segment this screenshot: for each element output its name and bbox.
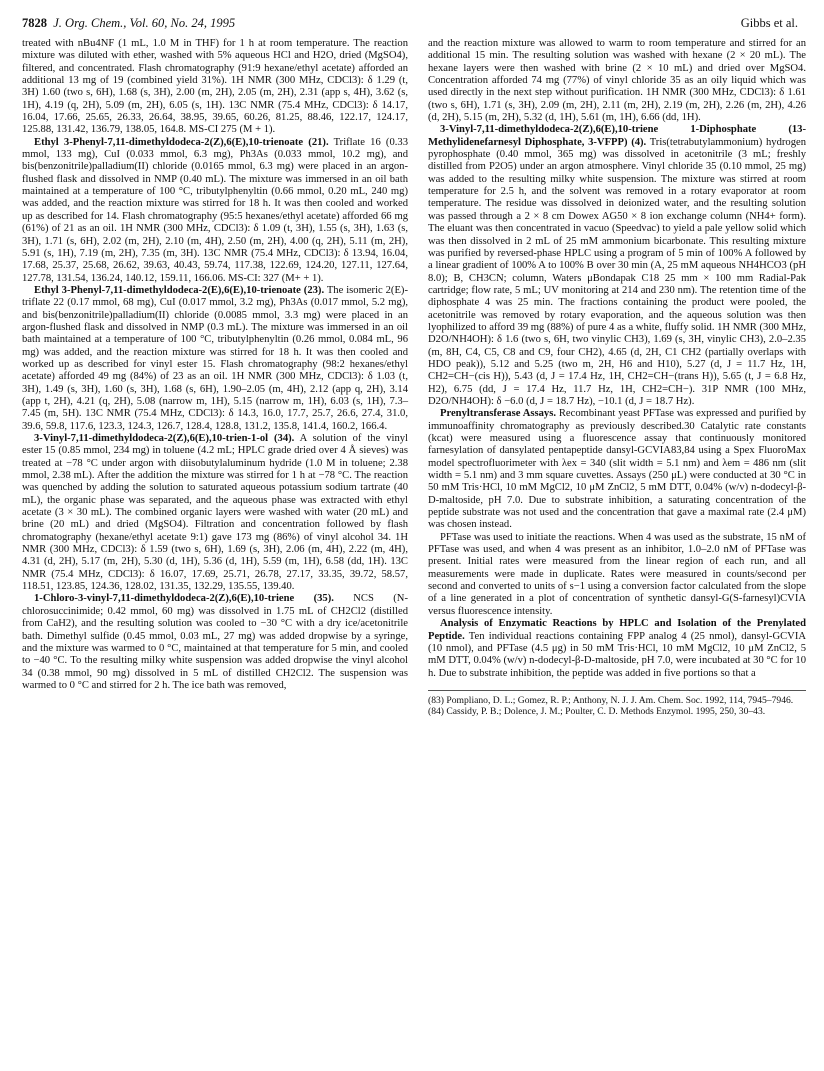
paragraph-heading: 3-Vinyl-7,11-dimethyldodeca-2(Z),6(E),10-trien-1-ol (34). xyxy=(34,433,295,444)
left-column xyxy=(22,38,408,692)
paragraph-heading: Ethyl 3-Phenyl-7,11-dimethyldodeca-2(Z),6(E),10-trienoate (21). xyxy=(34,136,329,148)
page-header xyxy=(22,16,798,36)
paragraph: Ethyl 3-Phenyl-7,11-dimethyldodeca-2(Z),6(E),10-trienoate (21). Triflate 16 (0.33 mmol, 133 mg), CuI (0.033 mmol, 6.3 mg), Ph3As (0.033 mmol, 10.2 mg), and bis(benzonitrile)palladium(II) chloride (0.0165 mmol, 6.3 mg) were placed in an argon-flushed flask and dissolved in NMP (0.40 mL). The mixture was immersed in an oil bath maintained at a temperature of 100 °C, tributylphenyltin (0.66 mmol, 0.20 mL, 240 mg) was added, and the reaction mixture was stirred for 18 h. It was then cooled and worked up as described for 14. Flash chromatography (95:5 hexanes/ethyl acetate) afforded 66 mg (61%) of 21 as an oil. 1H NMR (300 MHz, CDCl3): δ 1.09 (t, 3H), 1.55 (s, 3H), 1.63 (s, 3H), 1.71 (s, 6H), 2.02 (m, 2H), 2.10 (m, 4H), 2.50 (m, 2H), 4.00 (q, 2H), 5.11 (m, 2H), 5.91 (s, 1H), 7.19 (m, 2H), 7.35 (m, 3H). 13C NMR (75.4 MHz, CDCl3): δ 13.94, 16.04, 17.68, 25.37, 25.68, 26.62, 39.63, 40.43, 59.74, 117.38, 122.69, 124.20, 127.11, 127.64, 127.78, 131.54, 136.24, 140.12, 159.11, 166.06. MS-CI: 327 (M+ + 1). xyxy=(22,136,408,284)
running-head xyxy=(22,16,235,31)
footnote: (83) Pompliano, D. L.; Gomez, R. P.; Anthony, N. J. J. Am. Chem. Soc. 1992, 114, 7945–7946. xyxy=(428,694,794,706)
paragraph: 3-Vinyl-7,11-dimethyldodeca-2(Z),6(E),10-triene 1-Diphosphate (13-Methylidenefarnesyl Diphosphate, 3-VFPP) (4). Tris(tetrabutylammonium) hydrogen pyrophosphate (0.40 mmol, 365 mg) was dissolved in acetonitrile (3 mL; freshly distilled from P2O5) under an argon atmosphere. Vinyl chloride 35 (0.10 mmol, 25 mg) was added to the resulting milky white suspension. The mixture was stirred at room temperature for 2.5 h, and the solvent was removed in a rotary evaporator at room temperature. The residue was dissolved in deionized water, and the resulting solution was passed through a 2 × 8 cm Dowex AG50 × 8 ion exchange column (NH4+ form). The eluant was then concentrated in vacuo (Speedvac) to yield a pale yellow solid which was then dissolved in 2 mL of 25 mM ammonium bicarbonate. This resulting mixture was purified by reversed-phase HPLC using a program of 5 min of 100% A followed by a linear gradient of 100% A to 100% B over 30 min (A, 25 mM aqueous NH4HCO3 (pH 8.0); B, CH3CN; column, Waters μBondapak C18 25 mm × 100 mm Radial-Pak cartridge; flow rate, 5 mL; UV monitoring at 214 and 230 nm). The retention time of the diphosphate 4 was 25 min. The fractions containing the product were pooled, the acetonitrile was removed by rotary evaporation, and the aqueous solution was then lyophilized to afford 39 mg (88%) of pure 4 as a white, fluffy solid. 1H NMR (300 MHz, D2O/NH4OH): δ 1.6 (two s, 6H, two vinylic CH3), 1.69 (s, 3H, vinylic CH3), 2.0–2.35 (m, 8H, C4, C5, C8 and C9, four CH2), 4.65 (d, 2H, C1 CH2 (partially overlaps with HDO peak)), 5.12 and 5.25 (two m, 2H, H6 and H10), 5.27 (d, J = 11.7 Hz, 1H, CH2=CH−(cis H)), 5.43 (d, J = 17.4 Hz, 1H, CH2=CH−(trans H)), 5.65 (t, J = 6.8 Hz, H2), 6.75 (dd, J = 17.4 Hz, 11.7 Hz, 1H, CH2=CH−). 31P NMR (100 MHz, D2O/NH4OH): δ −6.0 (d, J = 18.7 Hz), −10.1 (d, J = 18.7 Hz). xyxy=(428,124,807,407)
paragraph: 1-Chloro-3-vinyl-7,11-dimethyldodeca-2(Z),6(E),10-triene (35). NCS (N-chlorosuccinimide; 0.42 mmol, 60 mg) was dissolved in 1.75 mL of CH2Cl2 (distilled from CaH2), and the resulting solution was cooled to −30 °C with a dry ice/acetonitrile bath. Dimethyl sulfide (0.45 mmol, 0.03 mL, 27 mg) was added dropwise by a syringe, and the mixture was warmed to 0 °C, maintained at that temperature for 5 min, and cooled to −40 °C. To the resulting milky white suspension was added dropwise the vinyl alcohol 34 (0.38 mmol, 90 mg) dissolved in 5 mL of distilled CH2Cl2. The suspension was warmed to 0 °C and stirred for 2 h. The ice bath was removed, xyxy=(22,593,408,691)
paragraph: 3-Vinyl-7,11-dimethyldodeca-2(Z),6(E),10-trien-1-ol (34). A solution of the vinyl ester 15 (0.85 mmol, 234 mg) in toluene (4.2 mL; HPLC grade dried over 4 Å sieves) was treated at −78 °C under argon with diisobutylaluminum hydride (1.0 M in toluene; 2.38 mmol, 2.38 mL). After the addition the mixture was stirred for 1 h at −78 °C. The reaction was quenched by adding the solution to saturated aqueous potassium sodium tartrate (40 mL), the organic phase was separated, and the aqueous phase was extracted with ethyl acetate (3 × 30 mL). The combined organic layers were washed with water (20 mL) and brine (20 mL) and dried (MgSO4). Filtration and concentration followed by flash chromatography (hexane/ethyl acetate 9:1) gave 173 mg (86%) of vinyl alcohol 34. 1H NMR (300 MHz, CDCl3): δ 1.59 (two s, 6H), 1.69 (s, 3H), 2.06 (m, 4H), 2.22 (m, 4H), 4.31 (d, 2H), 5.17 (m, 2H), 5.30 (d, 1H), 5.36 (d, 1H), 5.59 (m, 1H), 6.58 (dd, 1H). 13C NMR (75.4 MHz, CDCl3): δ 16.07, 17.69, 25.71, 26.78, 27.17, 33.35, 39.72, 58.57, 118.51, 123.85, 124.36, 128.02, 131.35, 132.29, 135.55, 139.40. xyxy=(22,433,408,593)
paragraph-heading: 3-Vinyl-7,11-dimethyldodeca-2(Z),6(E),10-triene 1-Diphosphate (13-Methylidenefarnesyl Diphosphate, 3-VFPP) (4). xyxy=(428,124,806,148)
paragraph: Ethyl 3-Phenyl-7,11-dimethyldodeca-2(E),6(E),10-trienoate (23). The isomeric 2(E)-triflate 22 (0.17 mmol, 68 mg), CuI (0.017 mmol, 3.2 mg), Ph3As (0.017 mmol, 5.2 mg), and bis(benzonitrile)palladium(II) chloride (0.0085 mmol, 3.3 mg) were placed in an argon-flushed flask and dissolved in NMP (0.3 mL). The mixture was immersed in an oil bath maintained at a temperature of 100 °C, tributylphenyltin (0.26 mmol, 0.084 mL, 96 mg) was added, and the reaction mixture was stirred for 18 h. It was then cooled and worked up as described for vinyl ester 15. Flash chromatography (98:2 hexanes/ethyl acetate) afforded 49 mg (84%) of 23 as an oil. 1H NMR (300 MHz, CDCl3): δ 1.03 (t, 3H), 1.49 (s, 3H), 1.60 (s, 3H), 1.68 (s, 6H), 1.90–2.05 (m, 4H), 2.12 (app q, 2H), 3.14 (app t, 2H), 4.21 (q, 2H), 5.08 (narrow m, 1H), 5.15 (narrow m, 1H), 6.03 (s, 1H), 7.3–7.45 (m, 5H). 13C NMR (75.4 MHz, CDCl3): δ 14.3, 16.0, 17.7, 25.7, 26.6, 27.4, 31.0, 39.6, 59.8, 117.6, 123.3, 124.3, 126.7, 128.4, 128.8, 131.2, 135.8, 141.4, 160.2, 166.4. xyxy=(22,284,408,432)
paragraph: Analysis of Enzymatic Reactions by HPLC and Isolation of the Prenylated Peptide. Ten individual reactions containing FPP analog 4 (25 nmol), dansyl-GCVIA (10 nmol), and PFTase (4.5 μg) in 50 mM Tris·HCl, 10 mM MgCl2, 10 μM ZnCl2, 5 mM DTT, 0.04% (w/v) n-dodecyl-β-D-maltoside, pH 7.0, were incubated at 30 °C for 10 h. Due to substrate inhibition, the peptide was added in five portions so that a xyxy=(428,618,806,679)
author-running-head: Gibbs et al. xyxy=(740,16,798,30)
paragraph: treated with nBu4NF (1 mL, 1.0 M in THF) for 1 h at room temperature. The reaction mixture was diluted with ether, washed with 5% aqueous HCl and H2O, dried (MgSO4), filtered, and concentrated. Flash chromatography (91:9 hexane/ethyl acetate) afforded an additional 13 mg of 19 (combined yield 31%). 1H NMR (300 MHz, CDCl3): δ 1.29 (t, 3H) 1.60 (two s, 6H), 1.68 (s, 3H), 2.00 (m, 2H), 2.05 (m, 2H), 2.31 (app s, 4H), 3.62 (s, 1H), 4.19 (q, 2H), 5.09 (m, 2H), 6.05 (s, 1H). 13C NMR (75.4 MHz, CDCl3): δ 14.17, 16.04, 17.66, 25.65, 26.33, 26.64, 38.95, 39.65, 60.26, 81.25, 88.46, 122.17, 124.17, 125.88, 131.42, 136.79, 138.05, 164.8. MS-CI 275 (M + 1). xyxy=(22,38,408,136)
journal-citation: J. Org. Chem., Vol. 60, No. 24, 1995 xyxy=(53,16,236,30)
page-number: 7828 xyxy=(22,16,47,30)
footnote: (84) Cassidy, P. B.; Dolence, J. M.; Poulter, C. D. Methods Enzymol. 1995, 250, 30–43. xyxy=(428,706,766,718)
paragraph-heading: 1-Chloro-3-vinyl-7,11-dimethyldodeca-2(Z),6(E),10-triene (35). xyxy=(34,593,334,605)
paragraph-heading: Ethyl 3-Phenyl-7,11-dimethyldodeca-2(E),6(E),10-trienoate (23). xyxy=(34,284,325,296)
paragraph: PFTase was used to initiate the reactions. When 4 was used as the substrate, 15 nM of PFTase was used, and when 4 was present as an inhibitor, 1.0–2.0 nM of PFTase was present. Initial rates were measured from the linear region of each run, and all measurements were made in duplicate. Rates were measured in counts/second per second and converted to units of s−1 using a conversion factor calculated from the slope of a line generated in a plot of concentration of synthetic dansyl-G(S-farnesyl)CVIA versus fluorescence intensity. xyxy=(428,531,806,617)
paragraph: Prenyltransferase Assays. Recombinant yeast PFTase was expressed and purified by immunoaffinity chromatography as previously described.30 Catalytic rate constants (kcat) were measured using a fluorescence assay that continuously monitored farnesylation of dansylated pentapeptide dansyl-GCVIA83,84 using a Spex FluoroMax model spectrofluorimeter with λex = 340 (slit width = 5.1 nm) and λem = 486 nm (slit width = 5.1 nm) and 3 mm square cuvettes. Assays (250 μL) were conducted at 30 °C in 50 mM Tris·HCl, 10 mM MgCl2, 10 μM ZnCl2, 5 mM DTT, 0.04% (w/v) n-dodecyl-β-D-maltoside, pH 7.0. Due to substrate inhibition, a saturating concentration of the peptide substrate was not used and the concentration that gave a maximal rate (2.4 μM) was chosen instead. xyxy=(428,408,806,531)
paragraph: and the reaction mixture was allowed to warm to room temperature and stirred for an additional 15 min. The resulting solution was washed with hexane (2 × 20 mL). The hexane layers were then washed with brine (2 × 10 mL) and dried over MgSO4. Concentration afforded 74 mg (77%) of vinyl chloride 35 as an oily liquid which was used directly in the next step without purification. 1H NMR (300 MHz, CDCl3): δ 1.61 (two s, 6H), 1.71 (s, 3H), 2.09 (m, 2H), 2.11 (m, 2H), 2.19 (m, 2H), 2.26 (m, 2H), 4.26 (d, 2H), 5.15 (m, 2H), 5.32 (d, 1H), 5.61 (m, 1H), 6.66 (dd, 1H). xyxy=(428,38,806,124)
footnotes xyxy=(428,690,806,718)
paragraph-heading: Analysis of Enzymatic Reactions by HPLC and Isolation of the Prenylated Peptide. xyxy=(428,618,806,642)
paragraph-heading: Prenyltransferase Assays. xyxy=(440,408,556,420)
right-column xyxy=(428,38,806,718)
